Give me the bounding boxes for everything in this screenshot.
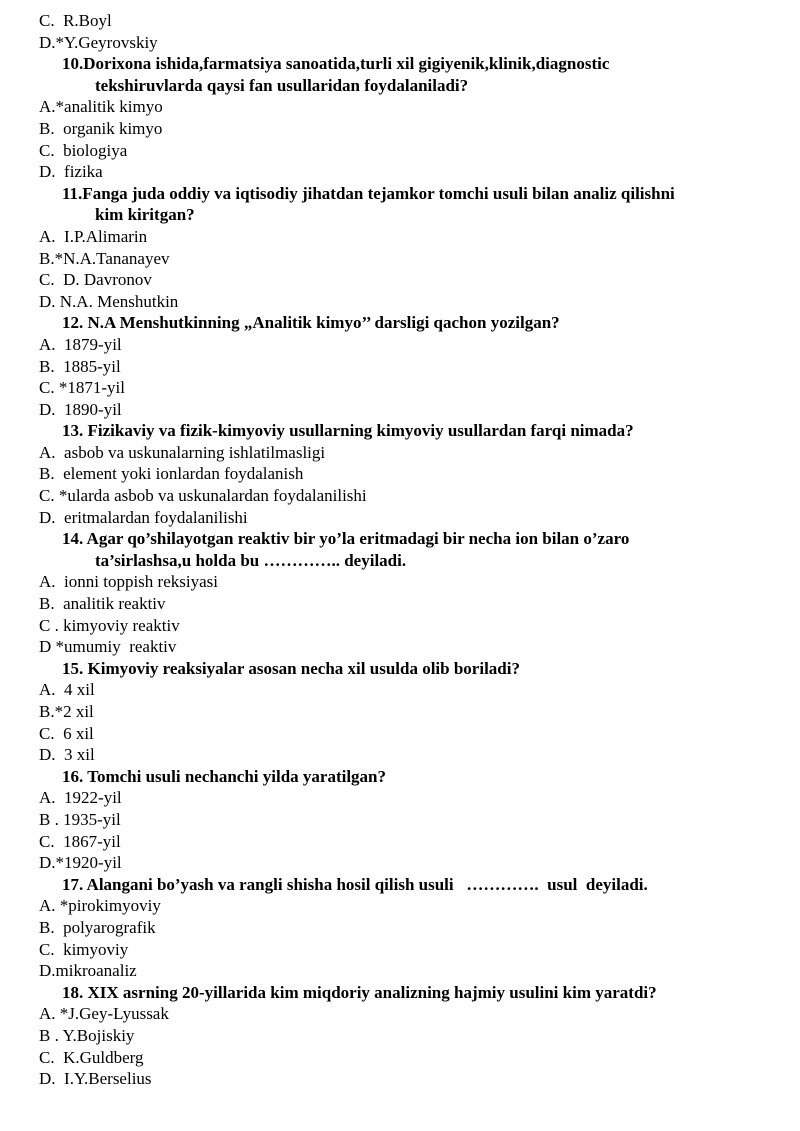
- answer-option: B . Y.Bojiskiy: [39, 1025, 135, 1045]
- answer-option: A. 1922-yil: [39, 788, 122, 808]
- answer-option: A. *pirokimyoviy: [39, 896, 161, 916]
- answer-option: D. I.Y.Berselius: [39, 1069, 152, 1089]
- answer-option: D.*Y.Geyrovskiy: [39, 32, 158, 52]
- answer-option: A.*analitik kimyo: [39, 97, 163, 117]
- answer-option: C. D. Davronov: [39, 270, 152, 290]
- answer-option: A. asbob va uskunalarning ishlatilmasligi: [39, 442, 326, 462]
- answer-option: B. 1885-yil: [39, 356, 121, 376]
- answer-option: D. 3 xil: [39, 745, 95, 765]
- answer-option: B. element yoki ionlardan foydalanish: [39, 464, 304, 484]
- answer-option: A. 1879-yil: [39, 334, 122, 354]
- answer-option: C. K.Guldberg: [39, 1047, 144, 1067]
- answer-option: C. 6 xil: [39, 723, 94, 743]
- question-text: 17. Alangani bo’yash va rangli shisha hosil qilish usuli …………. usul deyiladi.: [62, 874, 648, 894]
- question-text: 15. Kimyoviy reaksiyalar asosan necha xil usulda olib boriladi?: [62, 658, 520, 678]
- answer-option: B. polyarografik: [39, 917, 156, 937]
- answer-option: D *umumiy reaktiv: [39, 637, 177, 657]
- question-text: 12. N.A Menshutkinning „Analitik kimyo’’ darsligi qachon yozilgan?: [62, 313, 560, 333]
- question-text-continuation: tekshiruvlarda qaysi fan usullaridan foydalaniladi?: [95, 75, 469, 95]
- answer-option: A. ionni toppish reksiyasi: [39, 572, 218, 592]
- question-text: 14. Agar qo’shilayotgan reaktiv bir yo’la eritmadagi bir necha ion bilan o’zaro: [62, 529, 630, 549]
- question-text: 16. Tomchi usuli nechanchi yilda yaratilgan?: [62, 766, 387, 786]
- answer-option: D.mikroanaliz: [39, 961, 137, 981]
- answer-option: C. *1871-yil: [39, 378, 125, 398]
- question-text: 13. Fizikaviy va fizik-kimyoviy usullarning kimyoviy usullardan farqi nimada?: [62, 421, 634, 441]
- question-text: 18. XIX asrning 20-yillarida kim miqdoriy analizning hajmiy usulini kim yaratdi?: [62, 982, 657, 1002]
- document-page: [0, 10, 800, 1090]
- answer-option: B.*N.A.Tananayev: [39, 248, 170, 268]
- answer-option: A. 4 xil: [39, 680, 95, 700]
- answer-option: D. fizika: [39, 162, 103, 182]
- answer-option: D. N.A. Menshutkin: [39, 291, 179, 311]
- answer-option: B.*2 xil: [39, 702, 94, 721]
- answer-option: D. 1890-yil: [39, 399, 122, 419]
- answer-option: C. biologiya: [39, 140, 128, 160]
- answer-option: C. 1867-yil: [39, 831, 121, 851]
- answer-option: A. I.P.Alimarin: [39, 226, 148, 246]
- question-text: 10.Dorixona ishida,farmatsiya sanoatida,turli xil gigiyenik,klinik,diagnostic: [62, 54, 610, 74]
- question-text-continuation: ta’sirlashsa,u holda bu ………….. deyiladi.: [95, 550, 407, 570]
- answer-option: D.*1920-yil: [39, 853, 122, 873]
- answer-option: A. *J.Gey-Lyussak: [39, 1004, 169, 1024]
- answer-option: C. R.Boyl: [39, 11, 112, 30]
- answer-option: B. analitik reaktiv: [39, 594, 166, 614]
- answer-option: B . 1935-yil: [39, 809, 121, 829]
- answer-option: C. *ularda asbob va uskunalardan foydalanilishi: [39, 486, 367, 506]
- answer-option: D. eritmalardan foydalanilishi: [39, 507, 248, 527]
- answer-option: C. kimyoviy: [39, 939, 129, 959]
- question-text: 11.Fanga juda oddiy va iqtisodiy jihatdan tejamkor tomchi usuli bilan analiz qilishni: [62, 183, 675, 203]
- answer-option: B. organik kimyo: [39, 118, 163, 138]
- answer-option: C . kimyoviy reaktiv: [39, 615, 180, 635]
- question-text-continuation: kim kiritgan?: [95, 205, 195, 225]
